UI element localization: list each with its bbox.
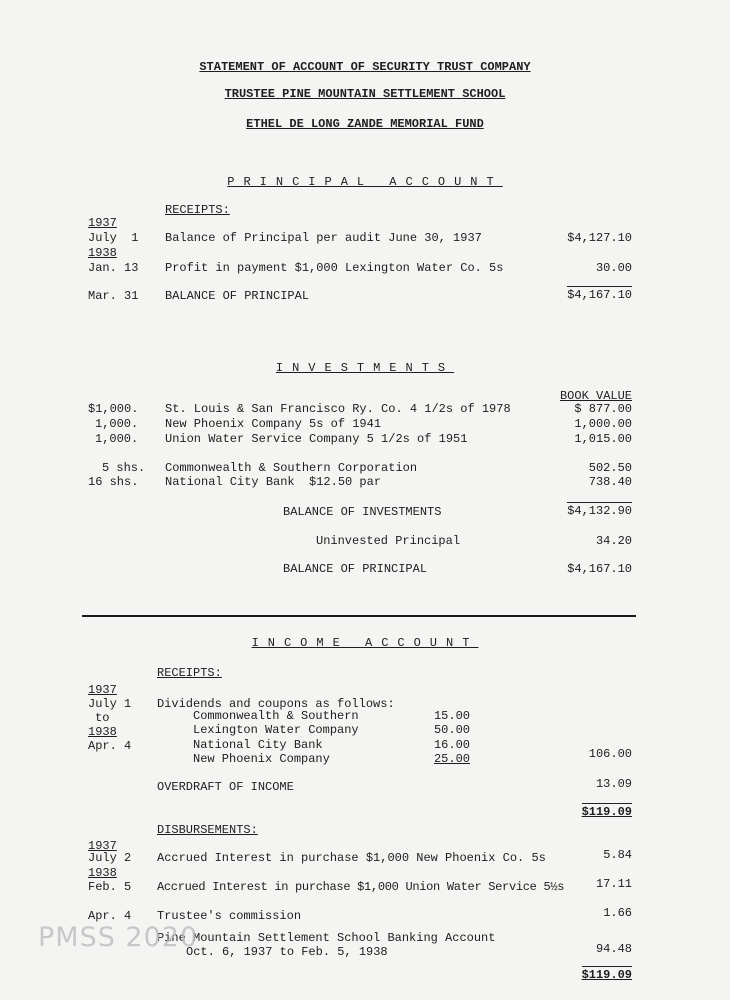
disbursements-total: $119.09 (581, 968, 632, 982)
description: Accrued Interest in purchase $1,000 Union Water Service 5½s (157, 880, 565, 894)
dividend-name: National City Bank (193, 738, 323, 752)
year: 1938 (88, 246, 117, 260)
date: Jan. 13 (88, 261, 139, 275)
balance-principal-label: BALANCE OF PRINCIPAL (283, 562, 428, 576)
dividend-name: Commonwealth & Southern (193, 709, 359, 723)
book-value: 502.50 (588, 461, 632, 475)
section-divider (82, 615, 636, 617)
book-value-header: BOOK VALUE (559, 389, 632, 403)
amount: 94.48 (595, 942, 632, 956)
date: Mar. 31 (88, 289, 139, 303)
statement-title: STATEMENT OF ACCOUNT OF SECURITY TRUST COMPANY (199, 60, 531, 74)
dividend-amount: 25.00 (433, 752, 470, 766)
uninvested-label: Uninvested Principal (316, 534, 461, 548)
description: Pine Mountain Settlement School Banking Account (157, 931, 496, 945)
dividend-name: New Phoenix Company (193, 752, 330, 766)
description: Union Water Service Company 5 1/2s of 1951 (165, 432, 468, 446)
investments-heading: INVESTMENTS (275, 361, 455, 375)
watermark: PMSS 2020 (38, 922, 199, 953)
description: Profit in payment $1,000 Lexington Water Co. 5s (165, 261, 504, 275)
balance-investments-label: BALANCE OF INVESTMENTS (283, 505, 442, 519)
quantity: 1,000. (95, 432, 139, 446)
dividend-name: Lexington Water Company (193, 723, 359, 737)
year: 1938 (88, 866, 117, 880)
date: Apr. 4 (88, 739, 132, 753)
overdraft-label: OVERDRAFT OF INCOME (157, 780, 294, 794)
year: 1938 (88, 725, 117, 739)
principal-account-heading: PRINCIPAL ACCOUNT (227, 175, 503, 189)
quantity: 1,000. (95, 417, 139, 431)
description: Commonwealth & Southern Corporation (165, 461, 418, 475)
date: July 1 (88, 231, 139, 245)
date: Feb. 5 (88, 880, 132, 894)
uninvested-amount: 34.20 (595, 534, 632, 548)
amount: 5.84 (603, 848, 632, 862)
description: BALANCE OF PRINCIPAL (165, 289, 310, 303)
principal-balance: $4,167.10 (567, 288, 632, 302)
description: National City Bank $12.50 par (165, 475, 382, 489)
amount: 17.11 (595, 877, 632, 891)
description-period: Oct. 6, 1937 to Feb. 5, 1938 (186, 945, 388, 959)
description: Trustee's commission (157, 909, 302, 923)
principal-receipts-label: RECEIPTS: (165, 203, 230, 217)
dividend-amount: 15.00 (433, 709, 470, 723)
amount: 1.66 (603, 906, 632, 920)
date-connector: to (95, 711, 110, 725)
dividend-amount: 50.00 (433, 723, 470, 737)
description: Accrued Interest in purchase $1,000 New Phoenix Co. 5s (157, 851, 546, 865)
book-value: 738.40 (588, 475, 632, 489)
amount: $4,127.10 (567, 231, 632, 245)
overdraft-amount: 13.09 (595, 777, 632, 791)
balance-investments: $4,132.90 (567, 504, 632, 518)
fund-title: ETHEL DE LONG ZANDE MEMORIAL FUND (246, 117, 484, 131)
date: Apr. 4 (88, 909, 132, 923)
amount: 30.00 (595, 261, 632, 275)
book-value: 1,015.00 (574, 432, 632, 446)
quantity: 16 shs. (88, 475, 139, 489)
dividends-total: 106.00 (588, 747, 632, 761)
disbursements-label: DISBURSEMENTS: (157, 823, 258, 837)
description: Balance of Principal per audit June 30, 1937 (165, 231, 482, 245)
year: 1937 (88, 839, 117, 853)
date: July 2 (88, 851, 132, 865)
book-value: $ 877.00 (574, 402, 632, 416)
trustee-title: TRUSTEE PINE MOUNTAIN SETTLEMENT SCHOOL (224, 87, 506, 101)
dividends-label: Dividends and coupons as follows: (157, 697, 395, 711)
income-receipts-label: RECEIPTS: (157, 666, 222, 680)
balance-principal: $4,167.10 (567, 562, 632, 576)
income-account-heading: INCOME ACCOUNT (251, 636, 479, 650)
receipts-total: $119.09 (581, 805, 632, 819)
description: St. Louis & San Francisco Ry. Co. 4 1/2s of 1978 (165, 402, 511, 416)
quantity: 5 shs. (102, 461, 146, 475)
dividend-amount: 16.00 (433, 738, 470, 752)
year: 1937 (88, 216, 117, 230)
book-value: 1,000.00 (574, 417, 632, 431)
year: 1937 (88, 683, 117, 697)
quantity: $1,000. (88, 402, 139, 416)
date: July 1 (88, 697, 132, 711)
description: New Phoenix Company 5s of 1941 (165, 417, 382, 431)
